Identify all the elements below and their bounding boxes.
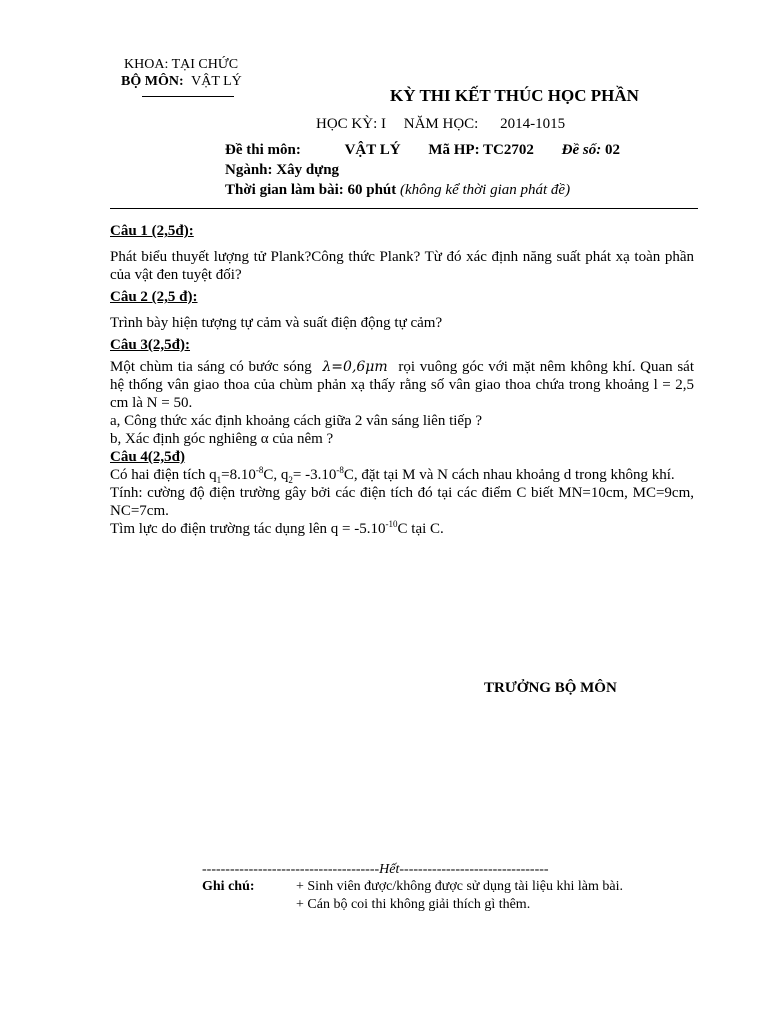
year-value: 2014-1015 [500,116,566,132]
q4-text-b: =8.10 [221,467,256,483]
time-limit: Thời gian làm bài: 60 phút [225,182,397,198]
q-exponent: -10 [385,519,398,529]
question-4-line-2: Tính: cường độ điện trường gây bởi các điện tích đó tại các điểm C biết MN=10cm, MC=9cm, NC=7cm. [110,485,694,519]
note-1: + Sinh viên được/không được sử dụng tài liệu khi làm bài. [296,879,623,894]
wavelength-formula: λ=0,6μm [322,359,388,375]
subject-value: VẬT LÝ [344,142,401,158]
question-4 [110,448,694,538]
question-4-line-3 [110,520,694,538]
department-label: BỘ MÔN: [121,74,184,89]
question-1-text: Phát biểu thuyết lượng tử Plank?Công thức Plank? Từ đó xác định năng suất phát xạ toàn phần của vật đen tuyệt đối? [110,249,694,283]
end-word: Hết [379,862,400,877]
q4-text-c: C, q [263,467,289,483]
signature-title: TRƯỞNG BỘ MÔN [484,680,617,696]
end-dashes-left: -------------------------------------- [202,862,380,877]
question-body [110,222,694,538]
question-3-text [110,358,694,412]
question-3-heading: Câu 3(2,5đ): [110,337,191,353]
question-3-part-b: b, Xác định góc nghiêng α của nêm ? [110,431,334,447]
q1-exponent: -8 [255,465,264,475]
question-3-text-after: rọi vuông góc với mặt nêm không khí. Quan sát hệ thống vân giao thoa của chùm phản xạ thấy rằng số vân giao thoa chứa trong khoảng l = 2,5 cm là N = 50. [110,359,694,411]
course-code: Mã HP: TC2702 [428,142,534,158]
question-4-heading: Câu 4(2,5đ) [110,449,186,465]
question-2 [110,288,694,332]
major-line: Ngành: Xây dựng [225,162,340,178]
end-dashes-right: -------------------------------- [399,862,549,877]
time-note: (không kể thời gian phát đề) [400,182,571,198]
q4-line3-b: C tại C. [397,521,444,537]
exam-number-value: 02 [604,142,620,158]
semester-label: HỌC KỲ: I [316,116,386,132]
note-label: Ghi chú: [202,879,255,894]
question-1 [110,222,694,284]
q4-text-d: = -3.10 [292,467,337,483]
subject-label: Đề thi môn: [225,142,301,158]
department-value: VẬT LÝ [191,74,242,89]
question-1-heading: Câu 1 (2,5đ): [110,223,194,239]
year-label: NĂM HỌC: [403,116,479,132]
time-line [225,182,570,199]
note-2: + Cán bộ coi thi không giải thích gì thêm. [296,897,531,912]
exam-title: KỲ THI KẾT THÚC HỌC PHẦN [390,86,639,105]
header-underline [142,96,234,97]
question-4-line-1 [110,466,694,484]
q2-exponent: -8 [336,465,344,475]
q4-text-a: Có hai điện tích q [110,467,217,483]
subject-line [225,142,620,159]
faculty-label: KHOA: TẠI CHỨC [124,57,239,72]
department-line [121,74,242,90]
header-divider [110,208,698,209]
question-3-text-before: Một chùm tia sáng có bước sóng [110,359,312,375]
exam-number-label: Đề số: [561,142,602,158]
semester-line [316,116,565,133]
q1-subscript: 1 [216,475,222,485]
question-2-text: Trình bày hiện tượng tự cảm và suất điện động tự cảm? [110,315,443,331]
question-3-part-a: a, Công thức xác định khoảng cách giữa 2 vân sáng liên tiếp ? [110,413,482,429]
question-3 [110,336,694,448]
q4-text-e: C, đặt tại M và N cách nhau khoảng d trong không khí. [343,467,675,483]
question-2-heading: Câu 2 (2,5 đ): [110,289,198,305]
end-line [202,862,549,878]
q2-subscript: 2 [288,475,293,485]
q4-line3-a: Tìm lực do điện trường tác dụng lên q = -5.10 [110,521,386,537]
